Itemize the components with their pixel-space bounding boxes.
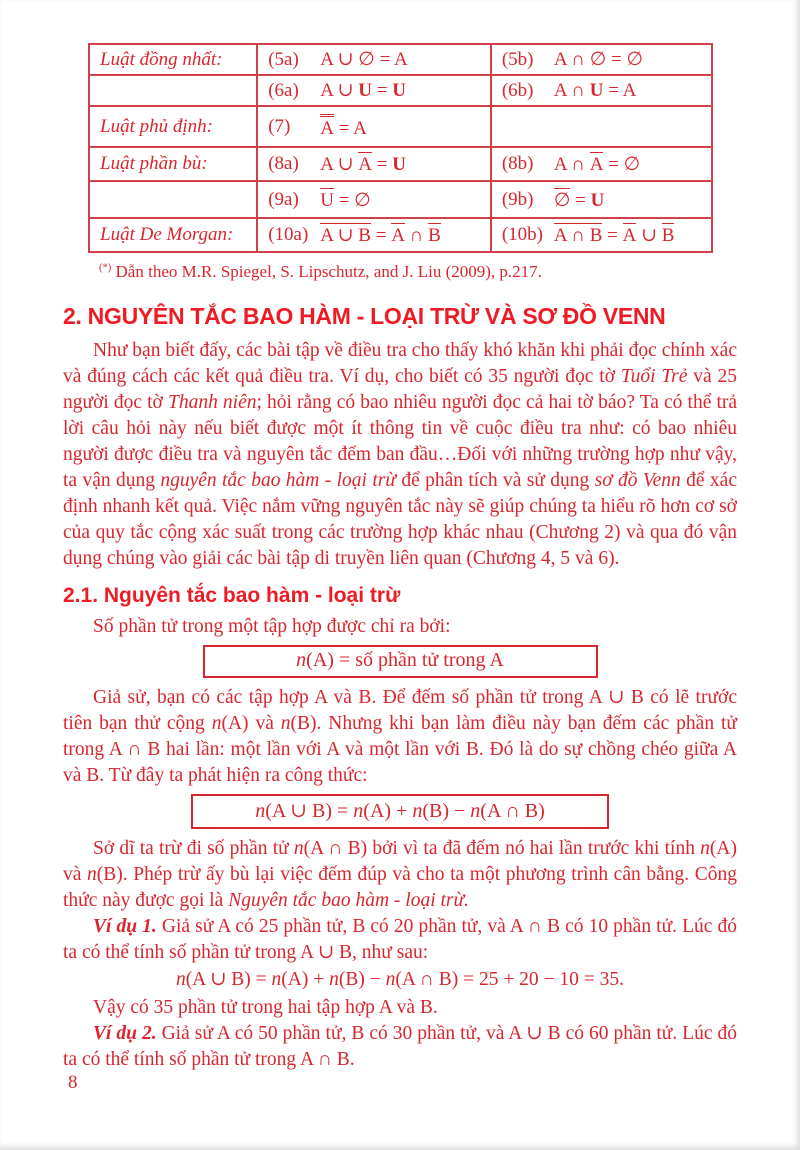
- intro-paragraph: Như bạn biết đấy, các bài tập về điều tra cho thấy khó khăn khi phải đọc chính xác và đúng cách các kết quả điều tra. Ví dụ, cho biết có 35 người đọc tờ Tuổi Trẻ và 25 người đọc tờ Thanh niên; hỏi rằng có bao nhiêu người đọc cả hai tờ báo? Ta có thể trả lời câu hỏi này nếu biết được một ít thông tin về cuộc điều tra như: có bao nhiêu người được điều tra và nguyên tắc đếm ban đầu…Đối với những trường hợp như vậy, ta vận dụng nguyên tắc bao hàm - loại trừ để phân tích và sử dụng sơ đồ Venn để xác định nhanh kết quả. Việc nắm vững nguyên tắc này sẽ giúp chúng ta hiểu rõ hơn cơ sở của quy tắc cộng xác suất trong các trường hợp khác nhau (Chương 2) và qua đó vận dụng chúng vào giải các bài tập di truyền liên quan (Chương 4, 5 và 6).: [63, 340, 738, 569]
- paragraph-union-count: Giả sử, bạn có các tập hợp A và B. Để đếm số phần tử trong A ∪ B có lẽ trước tiên bạn thử cộng n(A) và n(B). Nhưng khi bạn làm điều này bạn đếm các phần tử trong A ∩ B hai lần: một lần với A và một lần với B. Đó là do sự chồng chéo giữa A và B. Từ đây ta phát hiện ra công thức:: [63, 687, 737, 786]
- law-formula-cell: [491, 218, 712, 252]
- law-formula-cell: [257, 106, 491, 147]
- law-formula: A ∩ ∅ = ∅: [553, 49, 644, 70]
- law-number: (9b): [501, 188, 534, 210]
- formula-box-inclusion-exclusion: n(A ∪ B) = n(A) + n(B) − n(A ∩ B): [191, 794, 609, 829]
- law-number: (6a): [268, 79, 299, 101]
- law-row: [89, 44, 712, 75]
- law-formula: A ∪ B = A ∩ B: [320, 225, 441, 246]
- law-row: [89, 181, 712, 218]
- example-1: Ví dụ 1. Giả sử A có 25 phần tử, B có 20 phần tử, và A ∩ B có 10 phần tử. Lúc đó ta có thể tính số phần tử trong A ∪ B, như sau:: [63, 916, 737, 963]
- law-formula-cell: [491, 44, 712, 75]
- law-row: [89, 218, 712, 252]
- law-label-cell: [89, 75, 257, 106]
- law-number: (8b): [501, 153, 534, 174]
- law-formula-cell: [491, 147, 712, 181]
- law-label-cell: Luật De Morgan:: [89, 218, 257, 252]
- law-number: (6b): [501, 79, 534, 101]
- law-formula: A = A: [320, 114, 486, 140]
- law-number: (8a): [268, 153, 299, 174]
- law-formula-cell: [257, 147, 491, 181]
- example-2: Ví dụ 2. Giả sử A có 50 phần tử, B có 30 phần tử, và A ∪ B có 60 phần tử. Lúc đó ta có thể tính số phần tử trong A ∩ B.: [63, 1023, 737, 1070]
- law-formula: A ∪ U = U: [320, 80, 406, 101]
- law-formula: A ∪ ∅ = A: [320, 49, 408, 70]
- law-formula: A ∩ U = A: [553, 79, 637, 101]
- law-number: (5b): [501, 48, 534, 70]
- law-number: (5a): [268, 48, 299, 70]
- law-label-cell: [89, 181, 257, 218]
- law-label-cell: Luật phủ định:: [89, 106, 257, 147]
- page-number: 8: [68, 1072, 78, 1093]
- law-formula-cell: [491, 75, 712, 106]
- lead-line: Số phần tử trong một tập hợp được chỉ ra bởi:: [93, 616, 451, 637]
- law-number: (10a): [268, 224, 309, 245]
- law-row: [89, 147, 712, 181]
- law-formula-cell: [257, 44, 491, 75]
- law-number: (10b): [501, 224, 543, 245]
- example-1-equation: n(A ∪ B) = n(A) + n(B) − n(A ∩ B) = 25 + 20 − 10 = 35.: [175, 969, 625, 990]
- law-formula-cell: [257, 75, 491, 106]
- law-formula: A ∩ A = ∅: [553, 154, 641, 175]
- law-number: (7): [268, 115, 291, 137]
- law-row: [89, 106, 712, 147]
- example-1-result: Vậy có 35 phần tử trong hai tập hợp A và B.: [93, 997, 438, 1018]
- law-formula-cell: [257, 218, 491, 252]
- law-row: [89, 75, 712, 106]
- law-number: (9a): [268, 188, 299, 210]
- section-heading: 2. NGUYÊN TẮC BAO HÀM - LOẠI TRỪ VÀ SƠ ĐỒ VENN: [63, 303, 666, 329]
- formula-box-count: n(A) = số phần tử trong A: [203, 645, 598, 678]
- set-laws-table: [88, 43, 713, 253]
- law-formula-cell: [491, 181, 712, 218]
- law-formula-cell: [257, 181, 491, 218]
- footnote: (*) Dẫn theo M.R. Spiegel, S. Lipschutz, and J. Liu (2009), p.217.: [99, 262, 542, 281]
- law-label-cell: Luật phần bù:: [89, 147, 257, 181]
- law-formula: A ∩ B = A ∪ B: [553, 225, 675, 246]
- paragraph-explanation: Sở dĩ ta trừ đi số phần tử n(A ∩ B) bởi vì ta đã đếm nó hai lần trước khi tính n(A) và n(B). Phép trừ ấy bù lại việc đếm đúp và cho ta một phương trình cân bằng. Công thức này được gọi là Nguyên tắc bao hàm - loại trừ.: [63, 838, 738, 911]
- subsection-heading: 2.1. Nguyên tắc bao hàm - loại trừ: [63, 584, 401, 607]
- law-formula: U = ∅: [320, 189, 371, 211]
- law-label-cell: Luật đồng nhất:: [89, 44, 257, 75]
- law-formula: A ∪ A = U: [320, 154, 406, 175]
- law-formula: ∅ = U: [553, 189, 605, 211]
- law-formula-cell: [491, 106, 712, 147]
